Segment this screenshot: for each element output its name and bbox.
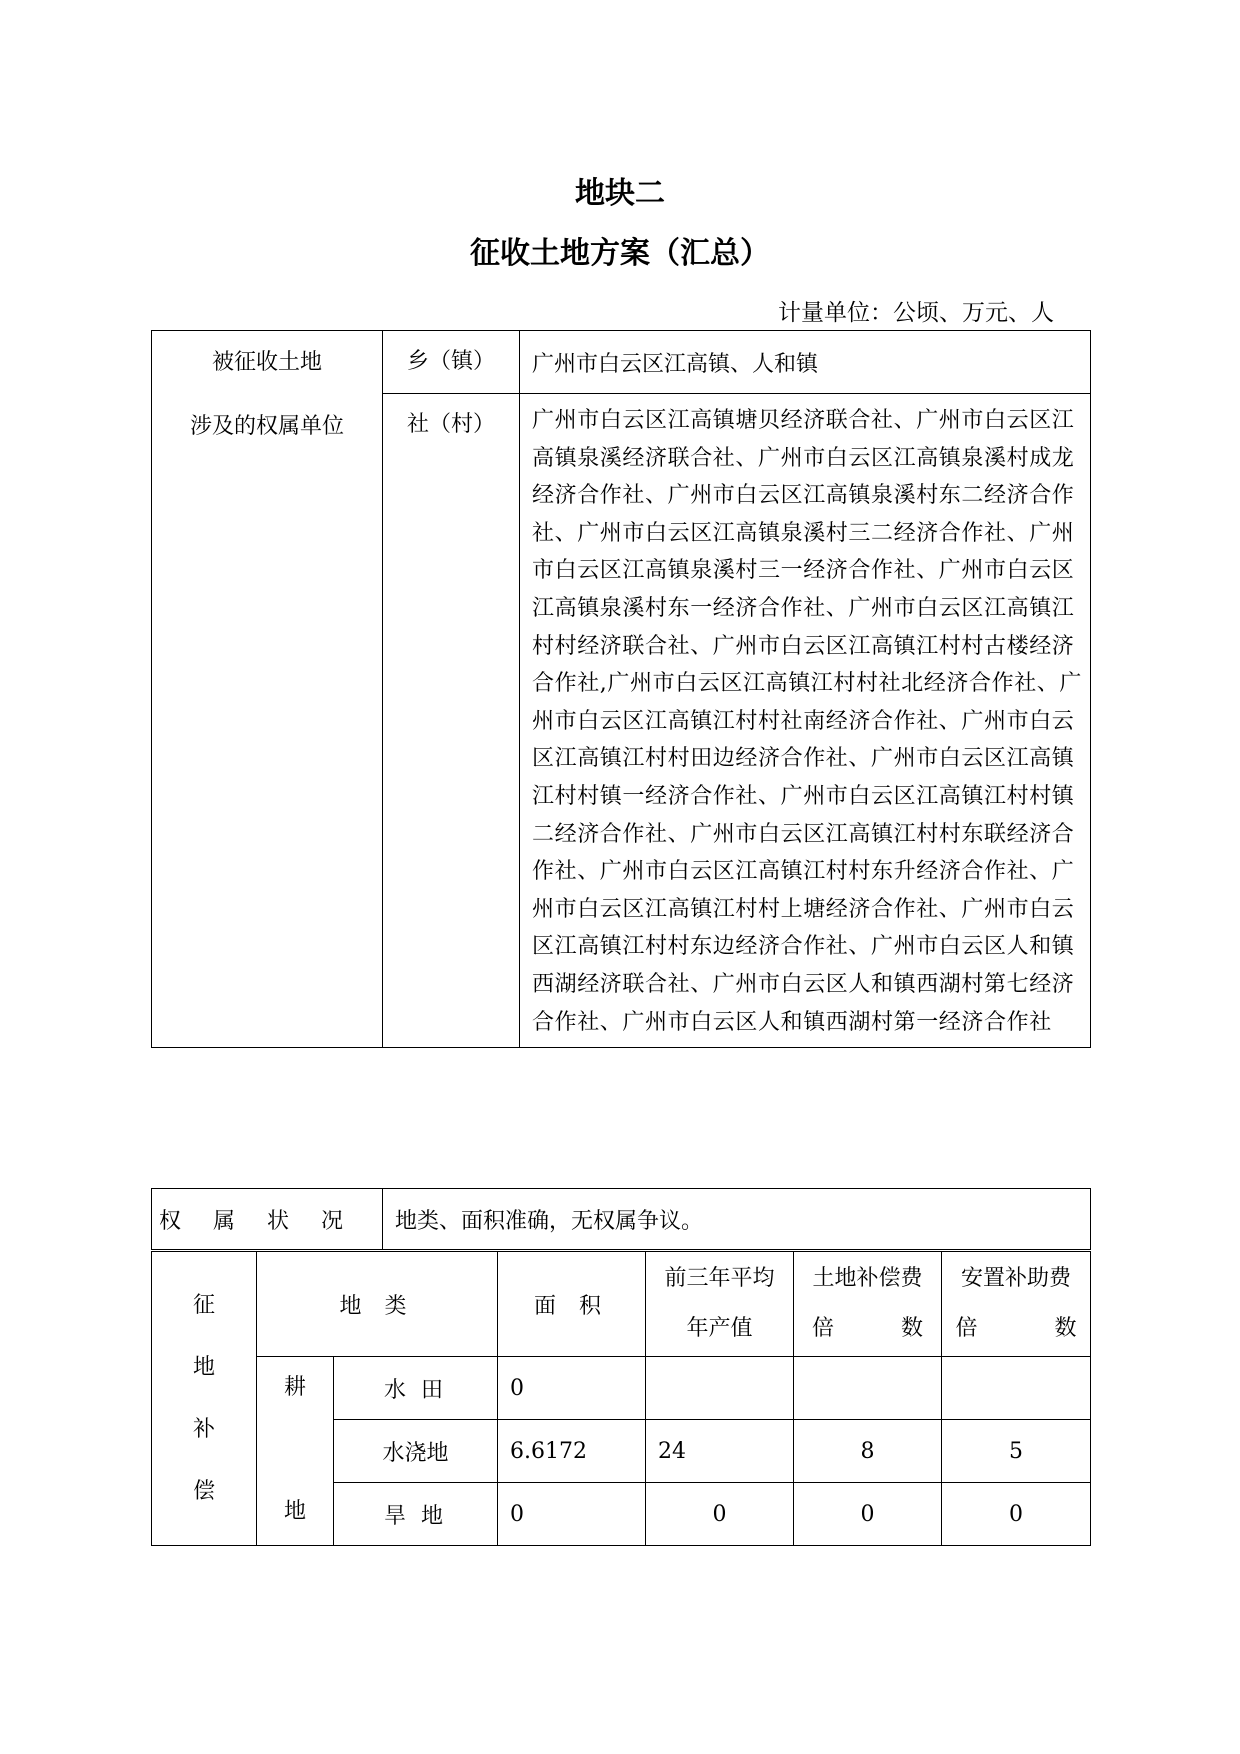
- row-type: [334, 1357, 498, 1420]
- header-resettle-multiple-line2: 倍 数: [955, 1316, 1077, 1341]
- town-label-cell: [383, 331, 520, 394]
- header-land-multiple-line1: 土地补偿费: [812, 1266, 923, 1291]
- cultivated-char: 地: [283, 1499, 306, 1524]
- row-area: 0: [498, 1357, 646, 1420]
- header-resettle-multiple: [942, 1252, 1091, 1357]
- row-type-text: 水 田: [384, 1377, 447, 1403]
- ownership-label: [152, 331, 383, 1048]
- header-land-type: [257, 1252, 498, 1357]
- row-land-multiple: 8: [794, 1420, 942, 1483]
- village-label: 社（村）: [406, 412, 495, 437]
- row-area: 6.6172: [498, 1420, 646, 1483]
- ownership-table: [151, 330, 1091, 1048]
- header-land-multiple: [794, 1252, 942, 1357]
- status-table: [151, 1188, 1091, 1250]
- row-resettle-multiple: 0: [942, 1483, 1091, 1546]
- status-value: 地类、面积准确，无权属争议。: [383, 1189, 1091, 1250]
- ownership-label-line1: 被征收土地: [211, 350, 322, 375]
- ownership-label-line2: 涉及的权属单位: [189, 414, 344, 439]
- row-land-multiple: [794, 1357, 942, 1420]
- header-land-multiple-line2: 倍 数: [812, 1316, 923, 1341]
- status-label: 权属状况: [152, 1189, 383, 1250]
- header-resettle-multiple-line1: 安置补助费: [960, 1266, 1071, 1291]
- row-avg-output: [646, 1357, 794, 1420]
- row-type: [334, 1483, 498, 1546]
- row-resettle-multiple: 5: [942, 1420, 1091, 1483]
- header-avg-output-line2: 年产值: [686, 1316, 753, 1341]
- side-char: 补: [192, 1416, 215, 1442]
- compensation-side-label: [152, 1252, 257, 1546]
- row-avg-output: 24: [646, 1420, 794, 1483]
- cultivated-char: 耕: [283, 1375, 306, 1400]
- cultivated-label: [257, 1357, 334, 1546]
- header-land-type-text: 地 类: [339, 1293, 415, 1319]
- page-subtitle: 征收土地方案（汇总）: [470, 236, 770, 271]
- header-area-text: 面 积: [534, 1293, 609, 1319]
- town-label: 乡（镇）: [406, 349, 495, 374]
- town-value: 广州市白云区江高镇、人和镇: [520, 331, 1091, 394]
- side-char: 偿: [192, 1478, 215, 1504]
- side-char: 地: [192, 1354, 215, 1380]
- row-type: 水浇地: [334, 1420, 498, 1483]
- row-resettle-multiple: [942, 1357, 1091, 1420]
- village-value: 广州市白云区江高镇塘贝经济联合社、广州市白云区江高镇泉溪经济联合社、广州市白云区江高镇泉溪村成龙经济合作社、广州市白云区江高镇泉溪村东二经济合作社、广州市白云区江高镇泉溪村三二经济合作社、广州市白云区江高镇泉溪村三一经济合作社、广州市白云区江高镇泉溪村东一经济合作社、广州市白云区江高镇江村村经济联合社、广州市白云区江高镇江村村古楼经济合作社,广州市白云区江高镇江村村社北经济合作社、广州市白云区江高镇江村村社南经济合作社、广州市白云区江高镇江村村田边经济合作社、广州市白云区江高镇江村村镇一经济合作社、广州市白云区江高镇江村村镇二经济合作社、广州市白云区江高镇江村村东联经济合作社、广州市白云区江高镇江村村东升经济合作社、广州市白云区江高镇江村村上塘经济合作社、广州市白云区江高镇江村村东边经济合作社、广州市白云区人和镇西湖经济联合社、广州市白云区人和镇西湖村第七经济合作社、广州市白云区人和镇西湖村第一经济合作社: [520, 394, 1091, 1048]
- header-avg-output-line1: 前三年平均: [664, 1266, 775, 1291]
- page-title: 地块二: [575, 176, 665, 211]
- row-avg-output: 0: [646, 1483, 794, 1546]
- row-land-multiple: 0: [794, 1483, 942, 1546]
- header-area: [498, 1252, 646, 1357]
- row-type-text: 旱 地: [384, 1503, 447, 1529]
- header-avg-output: [646, 1252, 794, 1357]
- side-char: 征: [192, 1292, 215, 1318]
- unit-note: 计量单位：公顷、万元、人: [778, 300, 1054, 326]
- compensation-table: [151, 1251, 1091, 1546]
- row-area: 0: [498, 1483, 646, 1546]
- village-label-cell: [383, 394, 520, 1048]
